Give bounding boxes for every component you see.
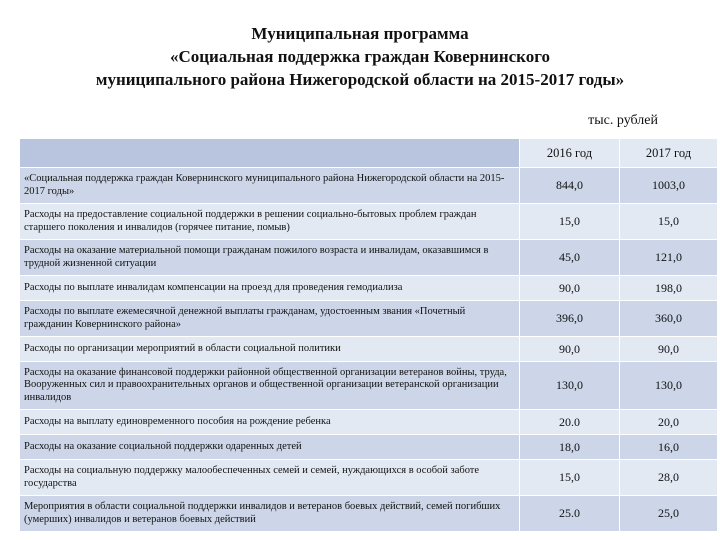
header-2017: 2017 год (620, 139, 718, 168)
title-line-2: «Социальная поддержка граждан Ковернинского (169, 47, 551, 66)
page-title (0, 22, 720, 91)
units-label: тыс. рублей (588, 113, 658, 128)
value-2017: 16,0 (620, 435, 718, 460)
row-label: Расходы на оказание материальной помощи гражданам пожилого возраста и инвалидам, оказавшимся в трудной жизненной ситуации (20, 240, 520, 276)
row-label: Расходы на оказание социальной поддержки одаренных детей (20, 435, 520, 460)
row-label: Расходы по выплате ежемесячной денежной выплаты гражданам, удостоенным звания «Почетный гражданин Ковернинского района» (20, 301, 520, 337)
table-header-row (20, 139, 718, 168)
title-line-3: муниципального района Нижегородской области на 2015-2017 годы» (95, 70, 625, 89)
value-2017: 130,0 (620, 362, 718, 410)
value-2016: 15,0 (520, 204, 620, 240)
header-blank (20, 139, 520, 168)
table-row (20, 301, 718, 337)
value-2016: 844,0 (520, 168, 620, 204)
value-2017: 360,0 (620, 301, 718, 337)
row-label: Расходы по организации мероприятий в области социальной политики (20, 337, 520, 362)
value-2017: 15,0 (620, 204, 718, 240)
row-label: Расходы на предоставление социальной поддержки в решении социально-бытовых проблем граждан старшего поколения и инвалидов (горячее питание, помыв) (20, 204, 520, 240)
value-2017: 121,0 (620, 240, 718, 276)
value-2017: 25,0 (620, 496, 718, 532)
value-2017: 198,0 (620, 276, 718, 301)
table-row (20, 362, 718, 410)
value-2016: 130,0 (520, 362, 620, 410)
row-label: Мероприятия в области социальной поддержки инвалидов и ветеранов боевых действий, семей погибших (умерших) инвалидов и ветеранов боевых действий (20, 496, 520, 532)
value-2016: 15,0 (520, 460, 620, 496)
row-label: Расходы на оказание финансовой поддержки районной общественной организации ветеранов войны, труда, Вооруженных сил и правоохранительных органов и общественной организации ветеранской организации инвалидов (20, 362, 520, 410)
budget-table (19, 138, 718, 532)
value-2016: 90,0 (520, 337, 620, 362)
row-label: Расходы по выплате инвалидам компенсации на проезд для проведения гемодиализа (20, 276, 520, 301)
table-row (20, 276, 718, 301)
header-2016: 2016 год (520, 139, 620, 168)
value-2016: 20.0 (520, 410, 620, 435)
value-2017: 28,0 (620, 460, 718, 496)
row-label: Расходы на социальную поддержку малообеспеченных семей и семей, нуждающихся в особой заботе государства (20, 460, 520, 496)
value-2016: 90,0 (520, 276, 620, 301)
value-2016: 25.0 (520, 496, 620, 532)
table-row (20, 240, 718, 276)
row-label: «Социальная поддержка граждан Ковернинского муниципального района Нижегородской области на 2015-2017 годы» (20, 168, 520, 204)
table-row (20, 496, 718, 532)
value-2017: 90,0 (620, 337, 718, 362)
value-2016: 45,0 (520, 240, 620, 276)
table-row (20, 204, 718, 240)
value-2016: 18,0 (520, 435, 620, 460)
row-label: Расходы на выплату единовременного пособия на рождение ребенка (20, 410, 520, 435)
value-2016: 396,0 (520, 301, 620, 337)
value-2017: 20,0 (620, 410, 718, 435)
table-row (20, 168, 718, 204)
table-row (20, 337, 718, 362)
value-2017: 1003,0 (620, 168, 718, 204)
title-line-1: Муниципальная программа (251, 24, 469, 43)
table-row (20, 410, 718, 435)
table-row (20, 435, 718, 460)
table-row (20, 460, 718, 496)
